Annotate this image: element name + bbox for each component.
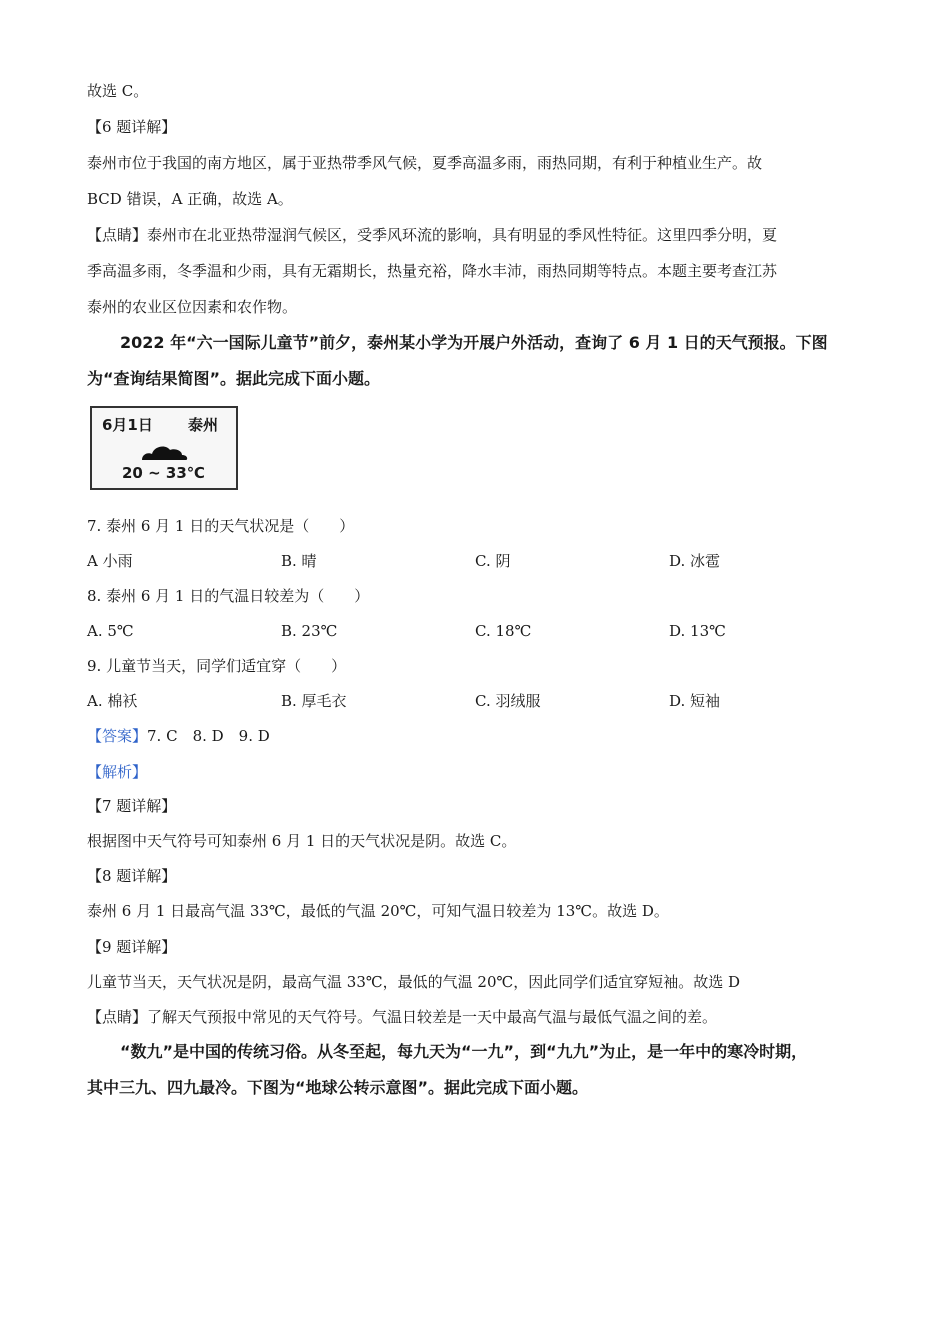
q7-detail-text: 根据图中天气符号可知泰州 6 月 1 日的天气状况是阴。故选 C。 bbox=[87, 832, 517, 850]
next-intro-line-2: 其中三九、四九最冷。下图为“地球公转示意图”。据此完成下面小题。 bbox=[87, 1078, 589, 1097]
q7-option-d: D. 冰雹 bbox=[669, 552, 721, 570]
line-conclusion-c: 故选 C。 bbox=[87, 82, 149, 100]
intro-paragraph-line-2: 为“查询结果简图”。据此完成下面小题。 bbox=[87, 369, 381, 388]
q7-option-b: B. 晴 bbox=[281, 552, 317, 570]
intro-paragraph-line-1: 2022 年“六一国际儿童节”前夕，泰州某小学为开展户外活动，查询了 6 月 1 日的天气预报。下图 bbox=[120, 333, 828, 352]
answer-label: 【答案】 bbox=[87, 727, 148, 745]
tip-text-1: 【点睛】泰州市在北亚热带湿润气候区，受季风环流的影响，具有明显的季风性特征。这里四季分明，夏 bbox=[87, 226, 778, 244]
q9-detail-text: 儿童节当天，天气状况是阴，最高气温 33℃，最低的气温 20℃，因此同学们适宜穿短袖。故选 D bbox=[87, 973, 741, 991]
answer-line bbox=[87, 725, 270, 747]
q8-option-a: A. 5℃ bbox=[87, 622, 134, 640]
question-8-stem: 8. 泰州 6 月 1 日的气温日较差为（ ） bbox=[87, 587, 370, 605]
q8-detail-text: 泰州 6 月 1 日最高气温 33℃，最低的气温 20℃，可知气温日较差为 13℃。故选 D。 bbox=[87, 902, 669, 920]
q9-option-a: A. 棉袄 bbox=[87, 692, 138, 710]
next-intro-line-1: “数九”是中国的传统习俗。从冬至起，每九天为“一九”，到“九九”为止，是一年中的寒冷时期， bbox=[120, 1042, 808, 1061]
q9-option-c: C. 羽绒服 bbox=[475, 692, 541, 710]
q8-detail-title: 【8 题详解】 bbox=[87, 867, 177, 885]
q7-detail-title: 【7 题详解】 bbox=[87, 797, 177, 815]
q8-option-b: B. 23℃ bbox=[281, 622, 338, 640]
analysis-label: 【解析】 bbox=[87, 763, 148, 781]
question-7-stem: 7. 泰州 6 月 1 日的天气状况是（ ） bbox=[87, 517, 355, 535]
forecast-date: 6月1日 bbox=[102, 416, 153, 434]
q6-detail-text-2: BCD 错误，A 正确，故选 A。 bbox=[87, 190, 293, 208]
question-9-stem: 9. 儿童节当天，同学们适宜穿（ ） bbox=[87, 657, 347, 675]
q9-detail-title: 【9 题详解】 bbox=[87, 938, 177, 956]
weather-forecast-figure bbox=[90, 406, 238, 490]
q9-option-b: B. 厚毛衣 bbox=[281, 692, 347, 710]
tip-line: 【点睛】了解天气预报中常见的天气符号。气温日较差是一天中最高气温与最低气温之间的差。 bbox=[87, 1008, 718, 1026]
q8-option-d: D. 13℃ bbox=[669, 622, 726, 640]
forecast-temperature: 20 ~ 33℃ bbox=[122, 464, 205, 482]
tip-text-3: 泰州的农业区位因素和农作物。 bbox=[87, 298, 298, 316]
q8-option-c: C. 18℃ bbox=[475, 622, 532, 640]
q6-detail-text-1: 泰州市位于我国的南方地区，属于亚热带季风气候，夏季高温多雨，雨热同期，有利于种植业生产。故 bbox=[87, 154, 763, 172]
answer-text: 7. C 8. D 9. D bbox=[147, 727, 270, 745]
q9-option-d: D. 短袖 bbox=[669, 692, 721, 710]
q7-option-a: A 小雨 bbox=[87, 552, 133, 570]
q7-option-c: C. 阴 bbox=[475, 552, 511, 570]
q6-detail-title: 【6 题详解】 bbox=[87, 118, 177, 136]
overcast-cloud-icon bbox=[138, 442, 190, 462]
forecast-city: 泰州 bbox=[188, 416, 219, 434]
tip-text-2: 季高温多雨，冬季温和少雨，具有无霜期长，热量充裕，降水丰沛，雨热同期等特点。本题主要考查江苏 bbox=[87, 262, 778, 280]
